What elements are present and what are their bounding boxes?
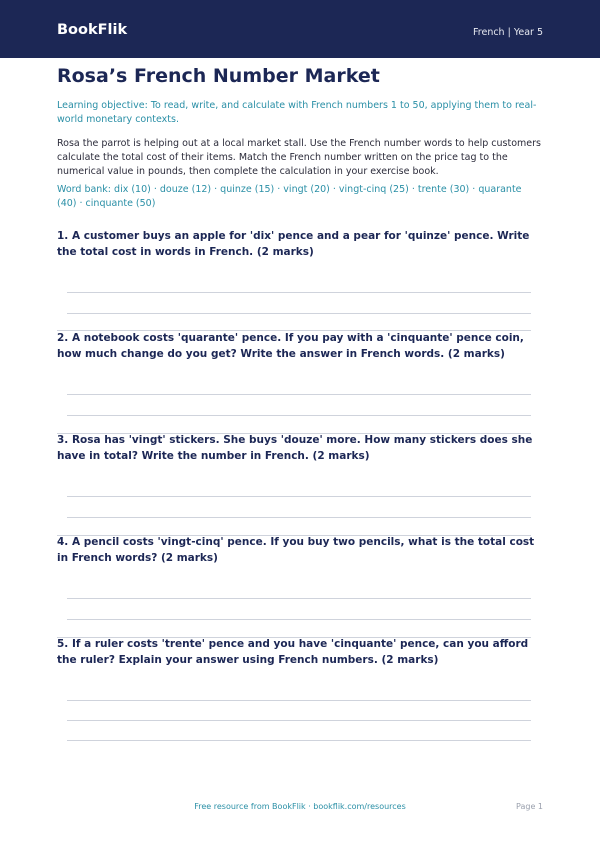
- page-number: Page 1: [516, 802, 543, 811]
- subject-year-label: French | Year 5: [473, 27, 543, 38]
- question-4: [57, 535, 543, 566]
- answer-line[interactable]: [67, 700, 531, 701]
- answer-line[interactable]: [67, 415, 531, 416]
- question-text: 2. A notebook costs 'quarante' pence. If you pay with a 'cinquante' pence coin, how much change do you get? Write the answer in French words. (2 marks): [57, 332, 524, 360]
- question-3: [57, 433, 543, 464]
- answer-line[interactable]: [67, 496, 531, 497]
- answer-line[interactable]: [67, 517, 531, 518]
- question-2: [57, 331, 543, 362]
- answer-line[interactable]: [67, 740, 531, 741]
- answer-line[interactable]: [67, 292, 531, 293]
- answer-line[interactable]: [67, 720, 531, 721]
- answer-line[interactable]: [67, 619, 531, 620]
- footer-credit-link[interactable]: Free resource from BookFlik · bookflik.com/resources: [194, 802, 406, 811]
- page-title: Rosa’s French Number Market: [57, 65, 380, 87]
- question-text: 1. A customer buys an apple for 'dix' pence and a pear for 'quinze' pence. Write the total cost in words in French. (2 marks): [57, 230, 530, 258]
- word-bank: Word bank: dix (10) · douze (12) · quinze (15) · vingt (20) · vingt-cinq (25) · trente (30) · quarante (40) · cinquante (50): [57, 184, 522, 209]
- question-text: 3. Rosa has 'vingt' stickers. She buys 'douze' more. How many stickers does she have in total? Write the number in French. (2 marks): [57, 434, 533, 462]
- page-footer: [0, 802, 600, 816]
- intro-paragraph: Rosa the parrot is helping out at a local market stall. Use the French number words to help customers calculate the total cost of their items. Match the French number written on the price tag to the numerical value in pounds, then complete the calculation in your exercise book.: [57, 138, 541, 177]
- learning-objective: Learning objective: To read, write, and calculate with French numbers 1 to 50, applying them to real-world monetary contexts.: [57, 100, 537, 125]
- page-header: [0, 0, 600, 58]
- question-text: 4. A pencil costs 'vingt-cinq' pence. If you buy two pencils, what is the total cost in French words? (2 marks): [57, 536, 535, 564]
- brand-logo-text: BookFlik: [57, 22, 128, 38]
- question-1: [57, 229, 543, 260]
- question-5: [57, 637, 543, 668]
- answer-line[interactable]: [67, 313, 531, 314]
- answer-line[interactable]: [67, 598, 531, 599]
- question-text: 5. If a ruler costs 'trente' pence and you have 'cinquante' pence, can you afford the ruler? Explain your answer using French numbers. (2 marks): [57, 638, 529, 666]
- answer-line[interactable]: [67, 394, 531, 395]
